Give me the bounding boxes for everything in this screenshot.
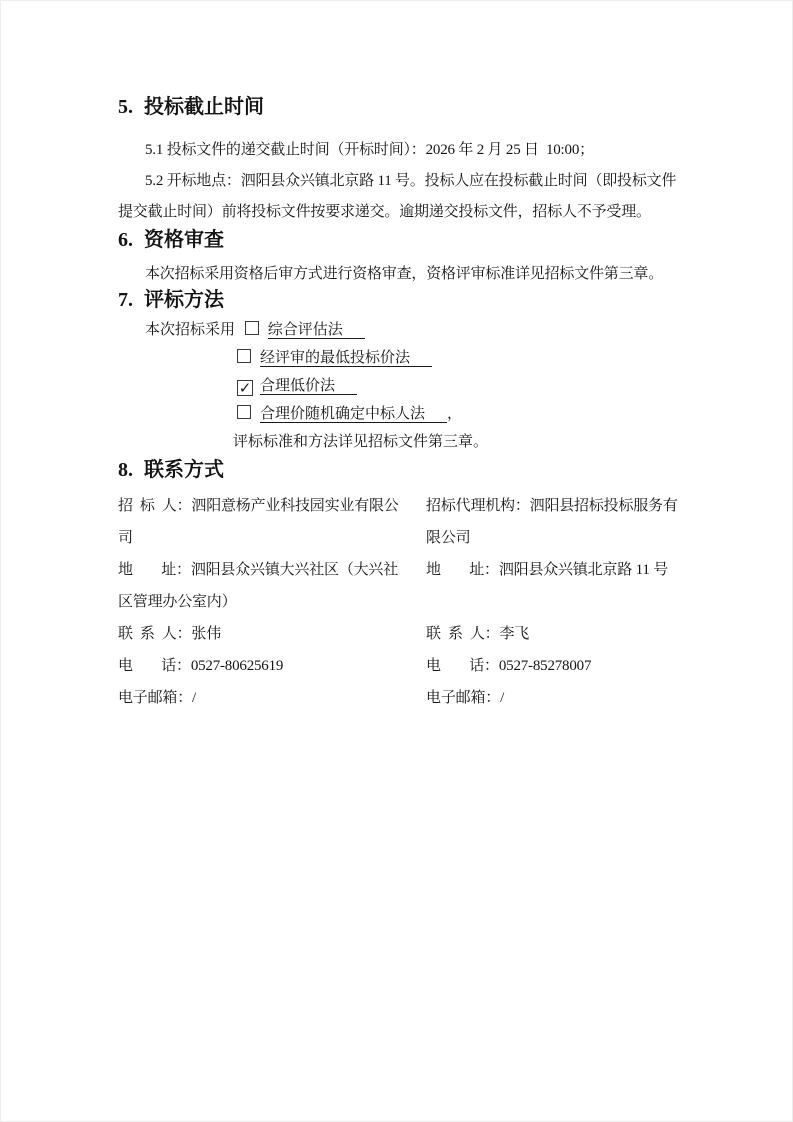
tenderer-address-label: 地 址：	[118, 562, 191, 578]
tenderer-phone: 0527-80625619	[190, 658, 284, 674]
clause-5-2: 5.2 开标地点：泗阳县众兴镇北京路 11 号。投标人应在投标截止时间（即投标文件提交截止时间）前将投标文件按要求递交。逾期递交投标文件，招标人不予受理。	[118, 173, 677, 220]
contact-row-phone	[118, 650, 678, 682]
section-heading-evaluation-method	[118, 288, 678, 312]
tenderer-role-label: 招 标 人：	[118, 498, 192, 514]
section-number: 7.	[118, 289, 133, 311]
checkbox-unchecked-icon[interactable]	[237, 405, 251, 419]
checkmark-glyph: ✓	[238, 379, 252, 397]
section-heading-qualification-review	[118, 228, 678, 252]
agency-phone-line	[426, 650, 678, 682]
agency-phone: 0527-85278007	[498, 658, 592, 674]
tenderer-phone-label: 电 话：	[118, 658, 191, 674]
agency-person-line	[426, 618, 678, 650]
evaluation-method-label: 综合评估法	[268, 322, 365, 339]
agency-address: 泗阳县众兴镇北京路 11 号	[498, 562, 669, 578]
agency-name-line	[426, 490, 678, 554]
evaluation-method-prefix: 本次招标采用	[145, 322, 239, 338]
tenderer-person-label: 联 系 人：	[118, 626, 192, 642]
agency-role-label: 招标代理机构：	[426, 498, 530, 514]
contact-row-address	[118, 554, 678, 618]
section-title: 投标截止时间	[144, 96, 264, 118]
checkbox-unchecked-icon[interactable]	[237, 349, 251, 363]
clause-5-1: 5.1 投标文件的递交截止时间（开标时间）：2026 年 2 月 25 日 10:00；	[145, 142, 594, 158]
tenderer-email-label: 电子邮箱：	[118, 690, 193, 706]
agency-email-label: 电子邮箱：	[426, 690, 501, 706]
section-number: 8.	[118, 459, 133, 481]
evaluation-method-label: 经评审的最低投标价法	[260, 350, 432, 367]
evaluation-method-option-3	[118, 372, 678, 400]
agency-address-line	[426, 554, 678, 618]
agency-person: 李飞	[499, 626, 530, 642]
agency-person-label: 联 系 人：	[426, 626, 500, 642]
evaluation-method-label: 合理低价法	[260, 378, 357, 395]
tenderer-email: /	[192, 690, 196, 706]
tenderer-person-line	[118, 618, 407, 650]
agency-email: /	[500, 690, 505, 706]
section-number: 5.	[118, 96, 133, 118]
tenderer-address: 泗阳县众兴镇大兴社区（大兴社区管理办公室内）	[118, 562, 399, 610]
agency-address-label: 地 址：	[426, 562, 499, 578]
tenderer-email-line	[118, 682, 407, 714]
checkbox-unchecked-icon[interactable]	[245, 321, 259, 335]
section-number: 6.	[118, 229, 133, 251]
section-evaluation-method	[118, 288, 678, 456]
evaluation-method-option-1	[118, 316, 678, 344]
checkbox-checked-icon[interactable]	[237, 380, 253, 396]
tenderer-name: 泗阳意杨产业科技园实业有限公司	[118, 498, 399, 546]
section-heading-contact	[118, 458, 678, 482]
contact-row-email	[118, 682, 678, 714]
contact-row-person	[118, 618, 678, 650]
agency-name: 泗阳县招标投标服务有限公司	[426, 498, 678, 546]
section-title: 资格审查	[144, 229, 224, 251]
contact-row-name	[118, 490, 678, 554]
tenderer-person: 张伟	[191, 626, 222, 642]
tenderer-name-line	[118, 490, 407, 554]
section-title: 评标方法	[144, 289, 224, 311]
evaluation-method-option-2	[118, 344, 678, 372]
section-bid-deadline	[118, 95, 678, 228]
evaluation-method-option-4	[118, 400, 678, 428]
section-heading-bid-deadline	[118, 95, 678, 119]
evaluation-method-note: 评标标准和方法详见招标文件第三章。	[233, 434, 489, 450]
qualification-review-body: 本次招标采用资格后审方式进行资格审查，资格评审标准详见招标文件第三章。	[145, 266, 664, 282]
tenderer-address-line	[118, 554, 407, 618]
tenderer-phone-line	[118, 650, 407, 682]
agency-phone-label: 电 话：	[426, 658, 499, 674]
section-qualification-review	[118, 228, 678, 288]
section-title: 联系方式	[144, 459, 224, 481]
agency-email-line	[426, 682, 678, 714]
evaluation-method-label: 合理价随机确定中标人法	[260, 406, 447, 423]
evaluation-method-suffix: ，	[447, 406, 463, 422]
section-contact	[118, 458, 678, 714]
